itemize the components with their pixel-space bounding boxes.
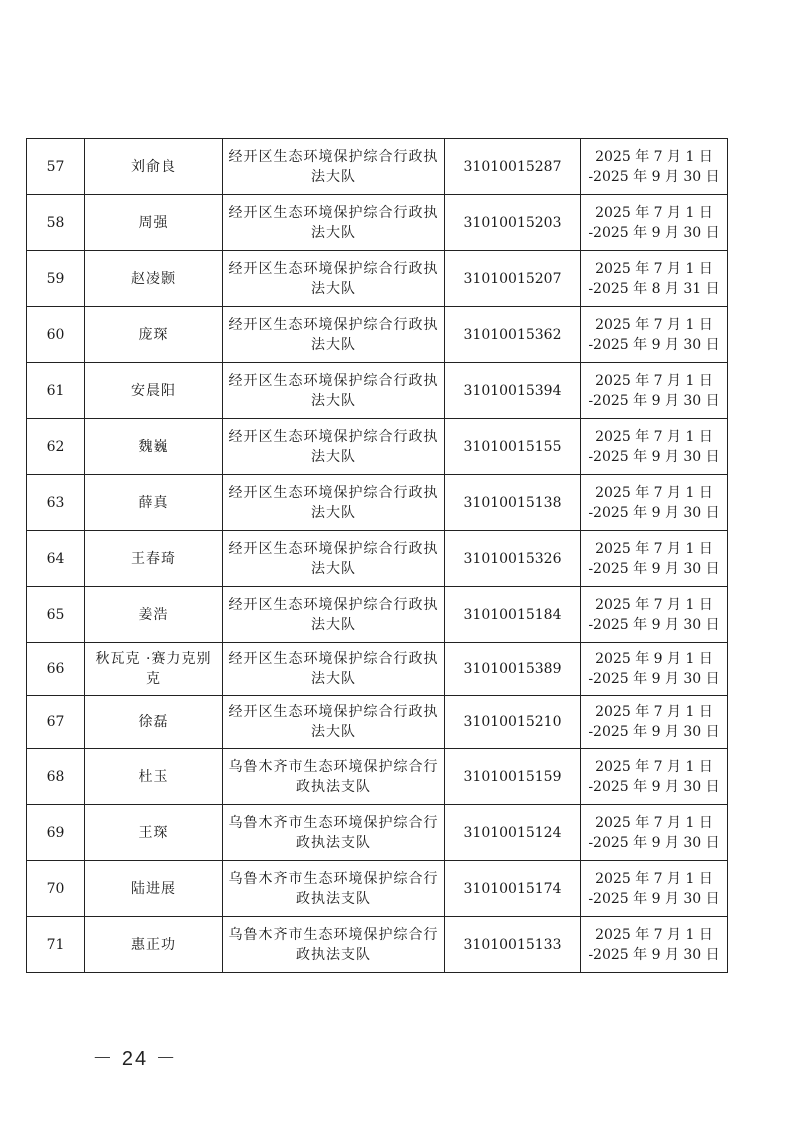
certificate-number-cell: 31010015287 (445, 139, 581, 195)
period-start: 2025 年 7 月 1 日 (595, 540, 713, 557)
period-start: 2025 年 7 月 1 日 (595, 204, 713, 221)
period-start: 2025 年 7 月 1 日 (595, 372, 713, 389)
row-number-cell: 66 (27, 643, 85, 696)
personnel-table (26, 138, 728, 973)
period-end: -2025 年 9 月 30 日 (588, 392, 720, 409)
period-end: -2025 年 9 月 30 日 (588, 724, 720, 740)
validity-period-cell (581, 195, 728, 251)
table-row (27, 419, 728, 475)
period-end: -2025 年 8 月 31 日 (588, 280, 720, 297)
certificate-number-cell: 31010015326 (445, 531, 581, 587)
certificate-number-cell: 31010015138 (445, 475, 581, 531)
row-number-cell: 70 (27, 861, 85, 917)
validity-period-cell (581, 643, 728, 696)
name-cell: 王春琦 (85, 531, 223, 587)
unit-cell: 经开区生态环境保护综合行政执法大队 (223, 139, 445, 195)
table-row (27, 531, 728, 587)
row-number-cell: 57 (27, 139, 85, 195)
table-row (27, 749, 728, 805)
table-row (27, 587, 728, 643)
row-number-cell: 58 (27, 195, 85, 251)
row-number-cell: 61 (27, 363, 85, 419)
unit-cell: 经开区生态环境保护综合行政执法大队 (223, 587, 445, 643)
unit-cell: 乌鲁木齐市生态环境保护综合行政执法支队 (223, 861, 445, 917)
period-start: 2025 年 7 月 1 日 (595, 596, 713, 613)
personnel-table-body (27, 139, 728, 973)
validity-period-cell (581, 139, 728, 195)
table-row (27, 917, 728, 973)
validity-period-cell (581, 307, 728, 363)
name-cell: 安晨阳 (85, 363, 223, 419)
unit-cell: 经开区生态环境保护综合行政执法大队 (223, 307, 445, 363)
period-end: -2025 年 9 月 30 日 (588, 834, 720, 851)
certificate-number-cell: 31010015362 (445, 307, 581, 363)
row-number-cell: 68 (27, 749, 85, 805)
unit-cell: 乌鲁木齐市生态环境保护综合行政执法支队 (223, 805, 445, 861)
name-cell: 魏巍 (85, 419, 223, 475)
name-cell: 薛真 (85, 475, 223, 531)
certificate-number-cell: 31010015210 (445, 696, 581, 749)
row-number-cell: 69 (27, 805, 85, 861)
unit-cell: 经开区生态环境保护综合行政执法大队 (223, 251, 445, 307)
name-cell: 惠正功 (85, 917, 223, 973)
table-row (27, 861, 728, 917)
period-end: -2025 年 9 月 30 日 (588, 778, 720, 795)
unit-cell: 经开区生态环境保护综合行政执法大队 (223, 696, 445, 749)
certificate-number-cell: 31010015174 (445, 861, 581, 917)
validity-period-cell (581, 587, 728, 643)
name-cell: 庞琛 (85, 307, 223, 363)
period-end: -2025 年 9 月 30 日 (588, 168, 720, 185)
validity-period-cell (581, 475, 728, 531)
row-number-cell: 60 (27, 307, 85, 363)
certificate-number-cell: 31010015207 (445, 251, 581, 307)
period-start: 2025 年 7 月 1 日 (595, 926, 713, 943)
name-cell: 杜玉 (85, 749, 223, 805)
certificate-number-cell: 31010015159 (445, 749, 581, 805)
unit-cell: 经开区生态环境保护综合行政执法大队 (223, 531, 445, 587)
row-number-cell: 64 (27, 531, 85, 587)
period-start: 2025 年 9 月 1 日 (595, 651, 713, 667)
row-number-cell: 59 (27, 251, 85, 307)
validity-period-cell (581, 917, 728, 973)
period-start: 2025 年 7 月 1 日 (595, 814, 713, 831)
name-cell: 姜浩 (85, 587, 223, 643)
name-cell: 徐磊 (85, 696, 223, 749)
certificate-number-cell: 31010015389 (445, 643, 581, 696)
certificate-number-cell: 31010015124 (445, 805, 581, 861)
table-row (27, 363, 728, 419)
certificate-number-cell: 31010015184 (445, 587, 581, 643)
validity-period-cell (581, 419, 728, 475)
validity-period-cell (581, 805, 728, 861)
unit-cell: 经开区生态环境保护综合行政执法大队 (223, 363, 445, 419)
unit-cell: 经开区生态环境保护综合行政执法大队 (223, 475, 445, 531)
period-start: 2025 年 7 月 1 日 (595, 316, 713, 333)
period-start: 2025 年 7 月 1 日 (595, 428, 713, 445)
unit-cell: 经开区生态环境保护综合行政执法大队 (223, 419, 445, 475)
unit-cell: 乌鲁木齐市生态环境保护综合行政执法支队 (223, 749, 445, 805)
period-start: 2025 年 7 月 1 日 (595, 704, 713, 720)
validity-period-cell (581, 696, 728, 749)
period-end: -2025 年 9 月 30 日 (588, 671, 720, 687)
table-row (27, 805, 728, 861)
row-number-cell: 65 (27, 587, 85, 643)
certificate-number-cell: 31010015203 (445, 195, 581, 251)
row-number-cell: 63 (27, 475, 85, 531)
validity-period-cell (581, 363, 728, 419)
table-row (27, 307, 728, 363)
name-cell: 秋瓦克 ·赛力克别克 (85, 643, 223, 696)
period-end: -2025 年 9 月 30 日 (588, 448, 720, 465)
period-start: 2025 年 7 月 1 日 (595, 484, 713, 501)
name-cell: 赵凌颢 (85, 251, 223, 307)
validity-period-cell (581, 531, 728, 587)
row-number-cell: 71 (27, 917, 85, 973)
period-end: -2025 年 9 月 30 日 (588, 946, 720, 963)
unit-cell: 乌鲁木齐市生态环境保护综合行政执法支队 (223, 917, 445, 973)
period-start: 2025 年 7 月 1 日 (595, 260, 713, 277)
table-row (27, 643, 728, 696)
row-number-cell: 62 (27, 419, 85, 475)
validity-period-cell (581, 251, 728, 307)
period-end: -2025 年 9 月 30 日 (588, 560, 720, 577)
certificate-number-cell: 31010015133 (445, 917, 581, 973)
validity-period-cell (581, 861, 728, 917)
period-start: 2025 年 7 月 1 日 (595, 870, 713, 887)
name-cell: 王琛 (85, 805, 223, 861)
period-end: -2025 年 9 月 30 日 (588, 616, 720, 633)
table-row (27, 696, 728, 749)
unit-cell: 经开区生态环境保护综合行政执法大队 (223, 195, 445, 251)
name-cell: 周强 (85, 195, 223, 251)
validity-period-cell (581, 749, 728, 805)
page-number: － 24 － (92, 1048, 178, 1070)
period-end: -2025 年 9 月 30 日 (588, 504, 720, 521)
table-row (27, 475, 728, 531)
certificate-number-cell: 31010015155 (445, 419, 581, 475)
row-number-cell: 67 (27, 696, 85, 749)
table-row (27, 139, 728, 195)
certificate-number-cell: 31010015394 (445, 363, 581, 419)
period-end: -2025 年 9 月 30 日 (588, 336, 720, 353)
period-end: -2025 年 9 月 30 日 (588, 890, 720, 907)
table-row (27, 195, 728, 251)
unit-cell: 经开区生态环境保护综合行政执法大队 (223, 643, 445, 696)
table-row (27, 251, 728, 307)
period-end: -2025 年 9 月 30 日 (588, 224, 720, 241)
period-start: 2025 年 7 月 1 日 (595, 148, 713, 165)
name-cell: 陆进展 (85, 861, 223, 917)
name-cell: 刘俞良 (85, 139, 223, 195)
period-start: 2025 年 7 月 1 日 (595, 758, 713, 775)
